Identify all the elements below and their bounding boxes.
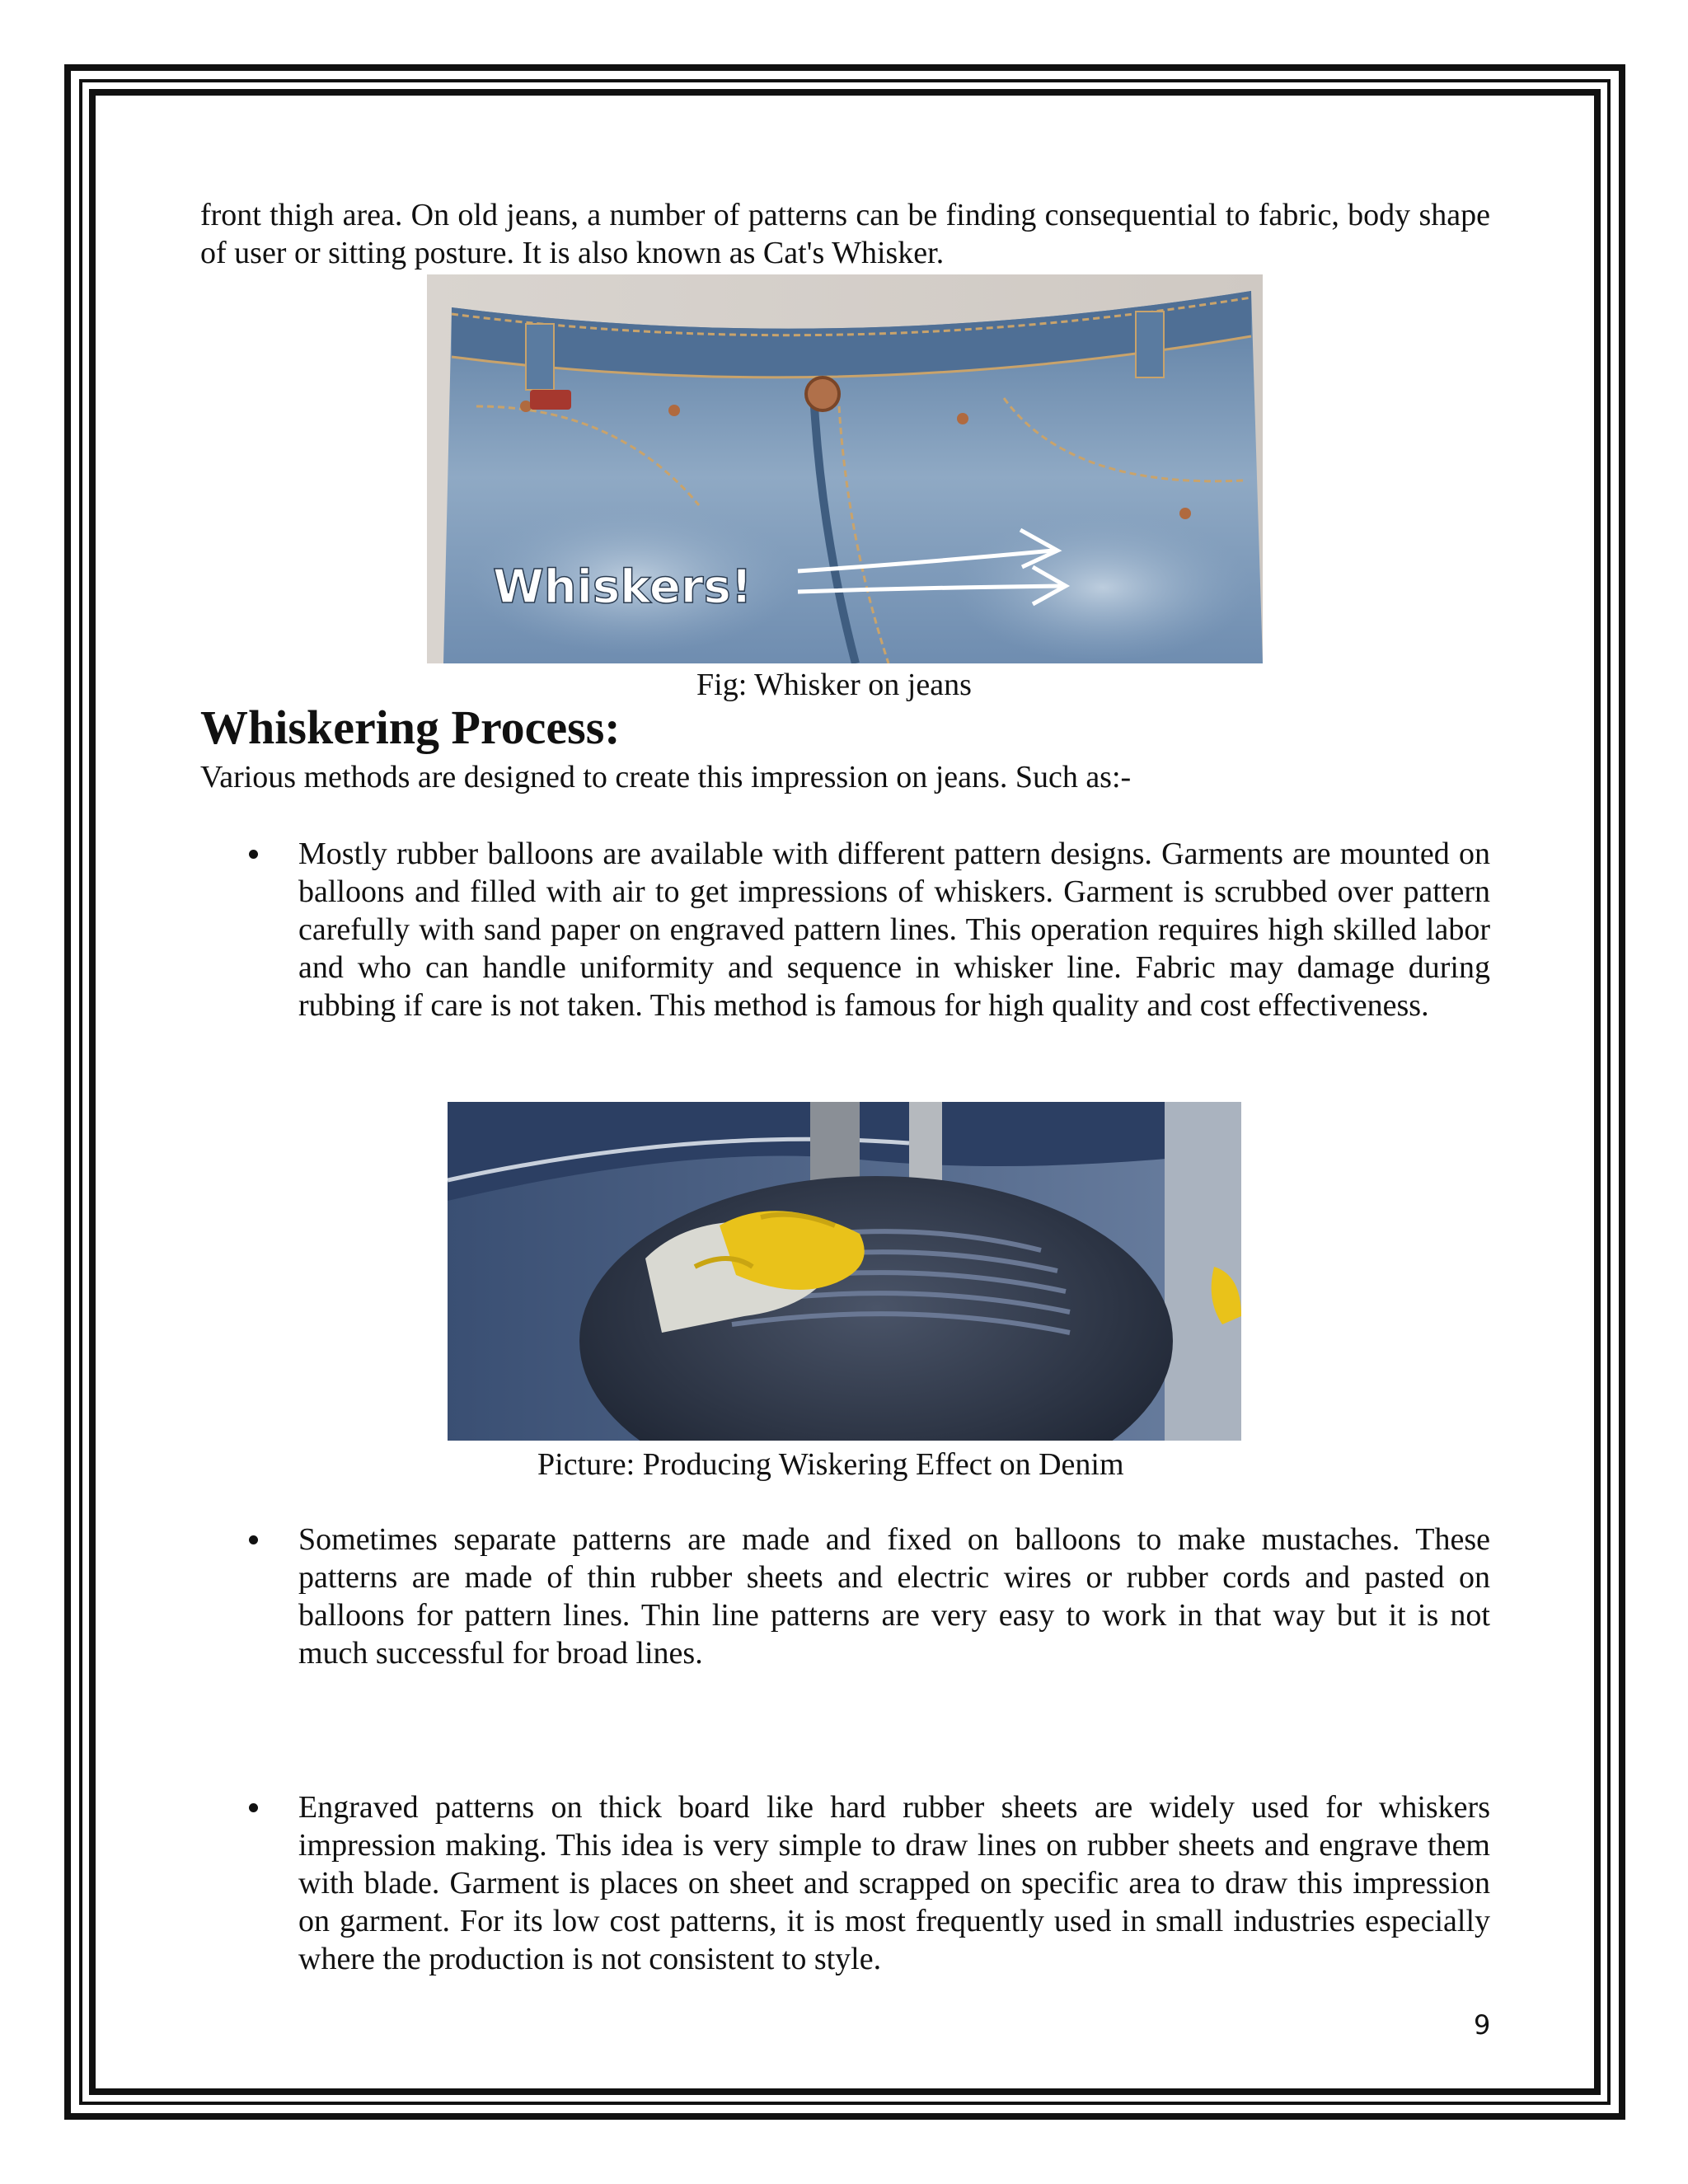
intro-paragraph: front thigh area. On old jeans, a number of patterns can be finding consequential to fabric, body shape of user or sitting posture. It is also known as Cat's Whisker. bbox=[200, 198, 1490, 270]
jeans-whisker-photo bbox=[427, 274, 1263, 663]
whiskers-overlay-label: Whiskers! bbox=[493, 560, 753, 614]
bullet-icon bbox=[249, 1535, 258, 1544]
bullet-icon bbox=[249, 850, 258, 859]
bullet-item-3 bbox=[239, 1788, 1490, 1978]
bullet-text: Sometimes separate patterns are made and fixed on balloons to make mustaches. These patterns are made of thin rubber sheets and electric wires or rubber cords and pasted on balloons for pattern lines. Thin line patterns are very easy to work in that way but it is not much successful for broad lines. bbox=[298, 1522, 1490, 1671]
bullet-item-2 bbox=[239, 1521, 1490, 1672]
bullet-text: Mostly rubber balloons are available with different pattern designs. Garments are mounted on balloons and filled with air to get impressions of whiskers. Garment is scrubbed over pattern carefully with sand paper on engraved pattern lines. This operation requires high skilled labor and who can handle uniformity and sequence in whisker line. Fabric may damage during rubbing if care is not taken. This method is famous for high quality and cost effectiveness. bbox=[298, 837, 1490, 1023]
intro-section bbox=[200, 196, 1490, 272]
balloon-illustration bbox=[448, 1102, 1241, 1441]
section-heading: Whiskering Process: bbox=[200, 701, 621, 754]
jeans-illustration bbox=[427, 274, 1263, 663]
page-number: 9 bbox=[1474, 2009, 1491, 2041]
figure2-caption: Picture: Producing Wiskering Effect on Denim bbox=[537, 1447, 1124, 1482]
bullet-icon bbox=[249, 1803, 258, 1812]
wiskering-denim-photo bbox=[448, 1102, 1241, 1441]
bullet-item-1 bbox=[239, 835, 1490, 1024]
bullet-text: Engraved patterns on thick board like hard rubber sheets are widely used for whiskers impression making. This idea is very simple to draw lines on rubber sheets and engrave them with blade. Garment is places on sheet and scrapped on specific area to draw this impression on garment. For its low cost patterns, it is most frequently used in small industries especially where the production is not consistent to style. bbox=[298, 1790, 1490, 1976]
figure1-caption: Fig: Whisker on jeans bbox=[696, 668, 972, 702]
section-intro: Various methods are designed to create this impression on jeans. Such as:- bbox=[200, 760, 1132, 794]
